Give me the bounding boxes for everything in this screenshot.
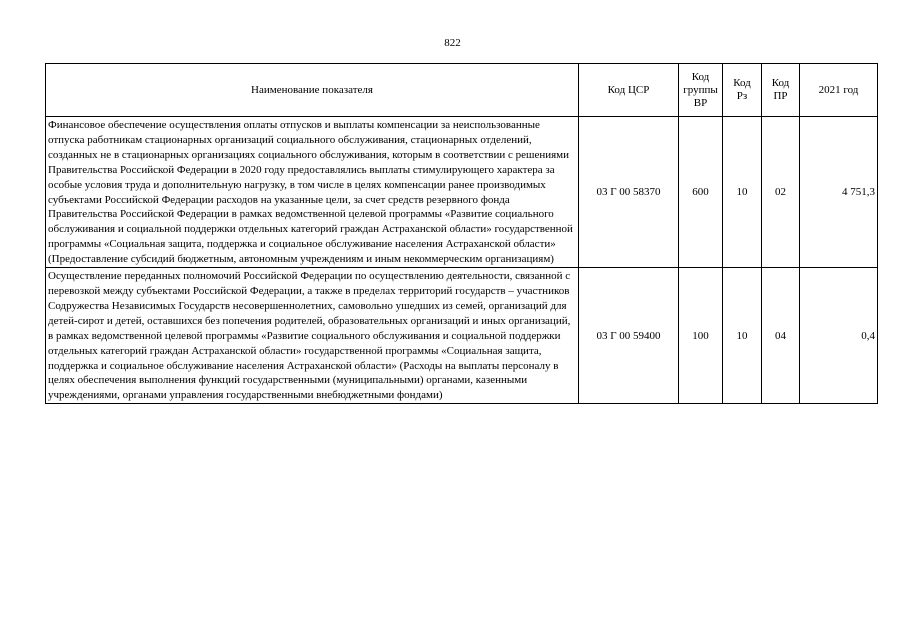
header-rz-line: Код <box>733 77 751 89</box>
header-pr-line: Код <box>771 77 790 89</box>
header-name: Наименование показателя <box>46 64 579 117</box>
row-rz-code: 10 <box>723 117 762 268</box>
budget-table <box>45 63 878 404</box>
table-header-row <box>46 64 878 117</box>
table-row <box>46 117 878 268</box>
row-csr-code: 03 Г 00 58370 <box>579 117 679 268</box>
row-name: Осуществление переданных полномочий Российской Федерации по осуществлению деятельности, связанной с перевозкой между субъектами Российской Федерации, а также в пределах территорий государств – участников Содружества Независимых Государств несовершеннолетних, самовольно ушедших из семей, организаций для детей-сирот и детей, оставшихся без попечения родителей, образовательных организаций и иных организаций, в рамках ведомственной целевой программы «Развитие социального обслуживания и социальной поддержки отдельных категорий граждан Астраханской области» государственной программы «Социальная защита, поддержка и социальное обслуживание населения Астраханской области» (Расходы на выплаты персоналу в целях обеспечения выполнения функций государственными (муниципальными) органами, казенными учреждениями, органами управления государственными внебюджетными фондами) <box>46 268 579 404</box>
row-vr-code: 600 <box>679 117 723 268</box>
header-vr-line: Код <box>691 70 710 83</box>
row-vr-code: 100 <box>679 268 723 404</box>
row-rz-code: 10 <box>723 268 762 404</box>
header-pr-line: ПР <box>773 90 788 102</box>
page-number: 822 <box>444 37 461 49</box>
row-pr-code: 04 <box>762 268 800 404</box>
row-pr-code: 02 <box>762 117 800 268</box>
header-rz-code <box>723 64 762 117</box>
table-row <box>46 268 878 404</box>
row-amount: 0,4 <box>800 268 878 404</box>
row-csr-code: 03 Г 00 59400 <box>579 268 679 404</box>
row-name: Финансовое обеспечение осуществления оплаты отпусков и выплаты компенсации за неиспользованные отпуска работникам стационарных организаций социального обслуживания, стационарных отделений, созданных не в стационарных организациях социального обслуживания, которым в соответствии с решениями Правительства Российской Федерации в 2020 году предоставлялись выплаты стимулирующего характера за особые условия труда и дополнительную нагрузку, в том числе в целях компенсации ранее производимых субъектами Российской Федерации расходов на указанные цели, за счет средств резервного фонда Правительства Российской Федерации в рамках ведомственной целевой программы «Развитие социального обслуживания и социальной поддержки отдельных категорий граждан Астраханской области» государственной программы «Социальная защита, поддержка и социальное обслуживание населения Астраханской области» (Предоставление субсидий бюджетным, автономным учреждениям и иным некоммерческим организациям) <box>46 117 579 268</box>
header-vr-line: группы <box>683 83 718 96</box>
row-amount: 4 751,3 <box>800 117 878 268</box>
header-pr-code <box>762 64 800 117</box>
header-csr-code: Код ЦСР <box>579 64 679 117</box>
header-rz-line: Рз <box>736 90 748 102</box>
header-vr-line: ВР <box>693 96 708 109</box>
header-year: 2021 год <box>800 64 878 117</box>
header-vr-code <box>679 64 723 117</box>
